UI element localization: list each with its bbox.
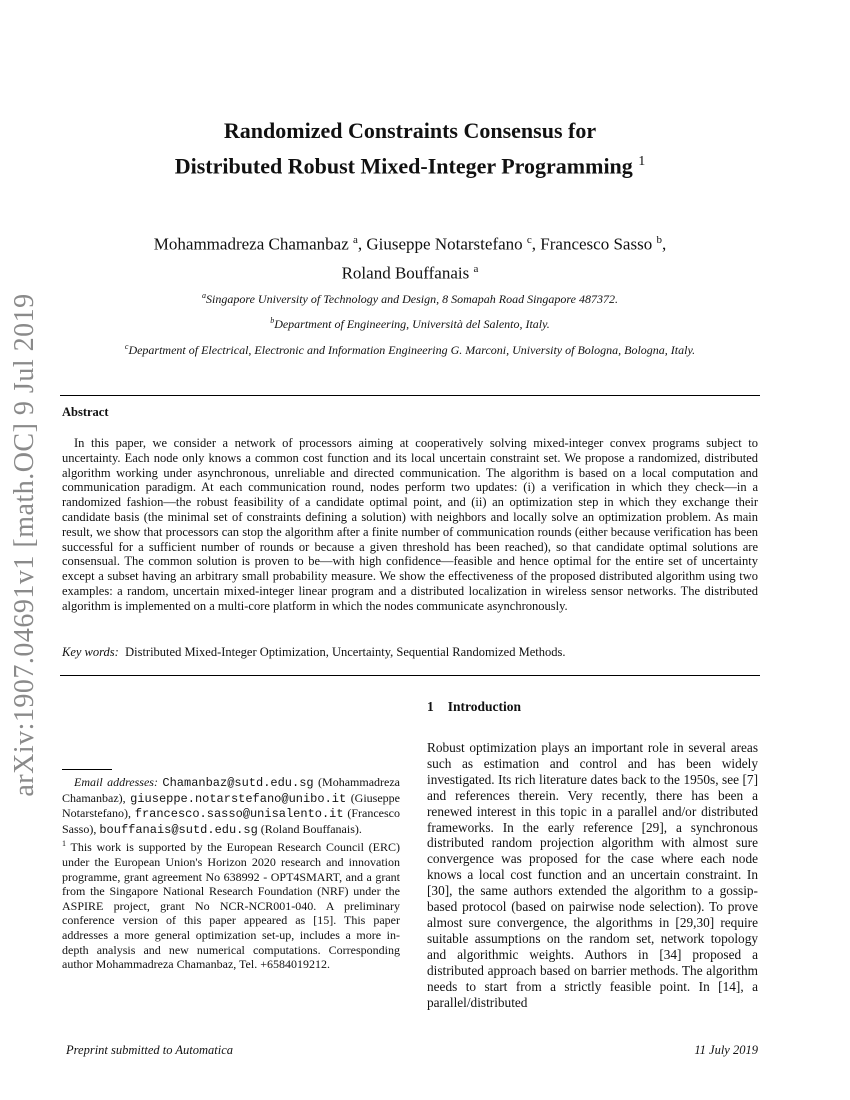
email-4-name: (Roland Bouffanais). — [260, 821, 362, 836]
footnote-1-mark: 1 — [62, 839, 66, 849]
author-list — [60, 228, 760, 285]
author-3-mark: b — [656, 234, 662, 246]
email-label: Email addresses: — [74, 775, 158, 789]
authors-line-1: Mohammadreza Chamanbaz $^a$, Giuseppe Notarstefano $^c$, Francesco Sasso $^b$, — [153, 234, 667, 254]
section-title: Introduction — [447, 699, 522, 714]
author-3: Francesco Sasso — [540, 234, 653, 254]
footnote-rule — [62, 769, 112, 770]
abstract-heading: Abstract — [62, 405, 109, 419]
abstract-top-rule — [60, 395, 760, 396]
section-number: 1 — [427, 699, 434, 714]
affiliation-b-mark: b — [270, 316, 275, 325]
email-2: giuseppe.notarstefano@unibo.it — [130, 791, 347, 806]
affiliation-a-mark: a — [202, 291, 207, 300]
keywords — [62, 645, 758, 660]
author-1-mark: a — [353, 234, 358, 246]
author-2: Giuseppe Notarstefano — [366, 234, 523, 254]
title-line-2 — [60, 146, 760, 181]
title-footnote-mark: 1 — [638, 154, 646, 169]
affiliation-a — [60, 291, 760, 307]
affiliation-c-mark: c — [124, 342, 129, 351]
arxiv-stamp — [0, 0, 50, 1100]
abstract-body: In this paper, we consider a network of processors aiming at cooperatively solving mixed-integer convex programs subject to uncertainty. Each node only knows a common cost function and its local uncertain constraint set. We propose a randomized, distributed algorithm working under asynchronous, unreliable and directed communication. The algorithm is based on a local computation and communication paradigm. At each communication round, nodes perform two updates: (i) a verification in which they check—in a randomized fashion—the robust feasibility of a candidate optimal point, and (ii) an optimization step in which they exchange their candidate basis (the minimal set of constraints defining a solution) with neighbors and locally solve an optimization problem. As main result, we show that processors can stop the algorithm after a finite number of communication rounds (either because verification has been successful for a sufficient number of rounds or because a given threshold has been reached), so that candidate optimal solutions are consensual. The common solution is proven to be—with high confidence—feasible and hence optimal for the entire set of uncertainty except a subset having an arbitrary small probability measure. We show the effectiveness of the proposed distributed algorithm using two examples: a random, uncertain mixed-integer linear program and a distributed localization in wireless sensor networks. The distributed algorithm is implemented on a multi-core platform in which the nodes communicate asynchronously. — [62, 436, 758, 613]
affiliation-c-text: Department of Electrical, Electronic and Information Engineering G. Marconi, University of Bologna, Bologna, Italy. — [128, 343, 696, 357]
affiliation-c — [60, 342, 760, 358]
author-4: Roland Bouffanais — [341, 263, 470, 283]
author-4-mark: a — [473, 262, 479, 275]
arxiv-stamp-text: arXiv:1907.04691v1 [math.OC] 9 Jul 2019 — [9, 293, 40, 797]
affiliation-a-text: Singapore University of Technology and Design, 8 Somapah Road Singapore 487372. — [206, 292, 618, 306]
affiliation-b-text: Department of Engineering, Università del Salento, Italy. — [274, 317, 550, 331]
section-heading-introduction — [427, 699, 521, 715]
affiliation-b — [60, 316, 760, 332]
footer-date: 11 July 2019 — [694, 1043, 758, 1057]
footnote-1-text: This work is supported by the European Research Council (ERC) under the European Union's Horizon 2020 research and innovation programme, grant agreement No 638992 - OPT4SMART, and a grant from the Singapore National Research Foundation (NRF) under the ASPIRE project, grant No NCR-NCR001-040. A preliminary conference version of this paper appeared as [15]. This paper addresses a more general optimization set-up, includes a more in-depth analysis and new numerical computations. Corresponding author Mohammadreza Chamanbaz, Tel. +6584019212. — [62, 840, 400, 972]
email-1-name: (Mohammadreza Chamanbaz), — [62, 775, 401, 805]
email-3-name: (Francesco Sasso), — [62, 806, 400, 836]
author-1: Mohammadreza Chamanbaz — [153, 234, 349, 254]
email-2-name: (Giuseppe Notarstefano), — [62, 790, 401, 821]
email-1: Chamanbaz@sutd.edu.sg — [162, 776, 314, 790]
title-line-2-text: Distributed Robust Mixed-Integer Programming — [174, 153, 633, 179]
email-4: bouffanais@sutd.edu.sg — [99, 822, 258, 837]
footnote-emails — [62, 775, 400, 837]
paper-title — [60, 115, 760, 181]
authors-line-2 — [60, 257, 760, 286]
abstract-bottom-rule — [60, 675, 760, 676]
keywords-label: Key words: — [62, 645, 119, 659]
title-line-1: Randomized Constraints Consensus for — [223, 118, 597, 143]
footnote-1 — [62, 837, 400, 971]
introduction-body: Robust optimization plays an important role in several areas such as estimation and control and has been widely investigated. Its rich literature dates back to the 1950s, see [7] and references therein. Very recently, there has been a renewed interest in this topic in a parallel and/or distributed frameworks. In the early reference [29], a synchronous distributed random projection algorithm with almost sure convergence was proposed for the case where each node knows a local cost function and an uncertain constraint. In [30], the same authors extended the algorithm to a gossip-based protocol (based on pairwise node selection). To prove almost sure convergence, the algorithms in [29,30] require suitable assumptions on the random set, network topology and algorithmic weights. Authors in [34] proposed a distributed approach based on barrier methods. The algorithm needs to start from a strictly feasible point. In [14], a parallel/distributed — [427, 740, 758, 1010]
email-3: francesco.sasso@unisalento.it — [134, 807, 344, 822]
footnotes — [62, 775, 400, 972]
footer-preprint: Preprint submitted to Automatica — [66, 1043, 234, 1057]
author-2-mark: c — [526, 234, 532, 246]
keywords-text: Distributed Mixed-Integer Optimization, Uncertainty, Sequential Randomized Methods. — [125, 645, 566, 659]
